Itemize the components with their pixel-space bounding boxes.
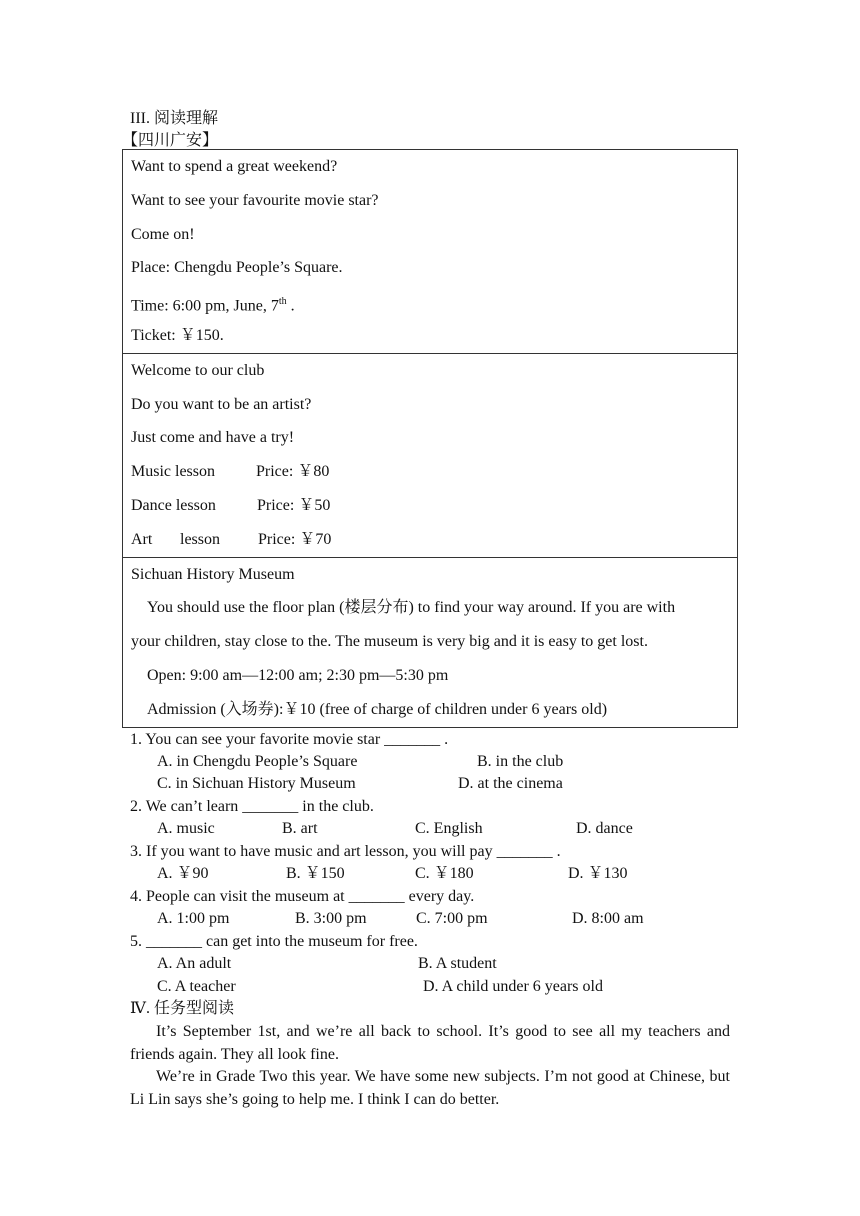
option: D. ￥130 xyxy=(568,865,628,882)
option: C. in Sichuan History Museum xyxy=(157,775,356,792)
section-3-heading: III. 阅读理解 xyxy=(130,110,218,127)
source-label: 【四川广安】 xyxy=(122,132,219,149)
option: A. music xyxy=(157,820,215,837)
option: B. in the club xyxy=(477,753,564,770)
lesson-row xyxy=(131,455,729,489)
time-text: Time: 6:00 pm, June, 7 xyxy=(131,297,279,315)
museum-ad-cell xyxy=(123,557,738,727)
question-stem: 5. _______ can get into the museum for free. xyxy=(130,933,418,950)
option: D. dance xyxy=(576,820,633,837)
museum-open: Open: 9:00 am—12:00 am; 2:30 pm—5:30 pm xyxy=(147,666,449,684)
passage-paragraph: We’re in Grade Two this year. We have some new subjects. I’m not good at Chinese, but Li Lin says she’s going to help me. I think I can do better. xyxy=(130,1068,730,1108)
lesson-price: Price: ￥70 xyxy=(258,530,332,548)
option: B. A student xyxy=(418,955,497,972)
time-sup: th xyxy=(278,296,287,308)
lesson-name: lesson xyxy=(180,530,220,548)
lesson-name: Art xyxy=(131,530,153,548)
ad1-line: Come on! xyxy=(131,225,195,243)
section-4-heading: Ⅳ. 任务型阅读 xyxy=(130,1000,234,1017)
option: B. 3:00 pm xyxy=(295,910,367,927)
option: A. An adult xyxy=(157,955,232,972)
question-stem: 4. People can visit the museum at _______ every day. xyxy=(130,888,475,905)
museum-text: You should use the floor plan (楼层分布) to find your way around. If you are with xyxy=(147,599,676,617)
option: D. at the cinema xyxy=(458,775,563,792)
lesson-price: Price: ￥50 xyxy=(257,496,331,514)
museum-text: your children, stay close to the. The museum is very big and it is easy to get lost. xyxy=(131,633,648,651)
reading-passages-table xyxy=(122,149,738,728)
option: A. in Chengdu People’s Square xyxy=(157,753,358,770)
ad1-ticket: Ticket: ￥150. xyxy=(131,326,224,344)
ad1-time xyxy=(131,285,729,319)
ad1-line: Place: Chengdu People’s Square. xyxy=(131,259,343,277)
question-stem: 1. You can see your favorite movie star _______ . xyxy=(130,731,449,748)
concert-ad-cell xyxy=(123,150,738,354)
option: B. ￥150 xyxy=(286,865,345,882)
question-stem: 3. If you want to have music and art lesson, you will pay _______ . xyxy=(130,843,561,860)
option: D. 8:00 am xyxy=(572,910,644,927)
time-suffix: . xyxy=(286,297,295,315)
lesson-name: Music lesson xyxy=(131,463,215,481)
ad1-line: Want to see your favourite movie star? xyxy=(131,191,379,209)
lesson-row xyxy=(131,523,729,557)
option: A. ￥90 xyxy=(157,865,209,882)
ad2-line: Welcome to our club xyxy=(131,361,265,379)
option: C. A teacher xyxy=(157,978,236,995)
lesson-price: Price: ￥80 xyxy=(256,463,330,481)
museum-admission: Admission (入场券):￥10 (free of charge of children under 6 years old) xyxy=(147,700,608,718)
option: C. 7:00 pm xyxy=(416,910,488,927)
passage-paragraph: It’s September 1st, and we’re all back to school. It’s good to see all my teachers and friends again. They all look fine. xyxy=(130,1023,730,1063)
question-stem: 2. We can’t learn _______ in the club. xyxy=(130,798,374,815)
lesson-name: Dance lesson xyxy=(131,496,216,514)
option: C. ￥180 xyxy=(415,865,474,882)
club-ad-cell xyxy=(123,353,738,557)
ad2-line: Do you want to be an artist? xyxy=(131,395,312,413)
option: A. 1:00 pm xyxy=(157,910,230,927)
lesson-row xyxy=(131,489,729,523)
option: B. art xyxy=(282,820,318,837)
museum-title: Sichuan History Museum xyxy=(131,565,295,583)
ad2-line: Just come and have a try! xyxy=(131,429,295,447)
ad1-line: Want to spend a great weekend? xyxy=(131,158,338,175)
option: D. A child under 6 years old xyxy=(423,978,603,995)
option: C. English xyxy=(415,820,483,837)
